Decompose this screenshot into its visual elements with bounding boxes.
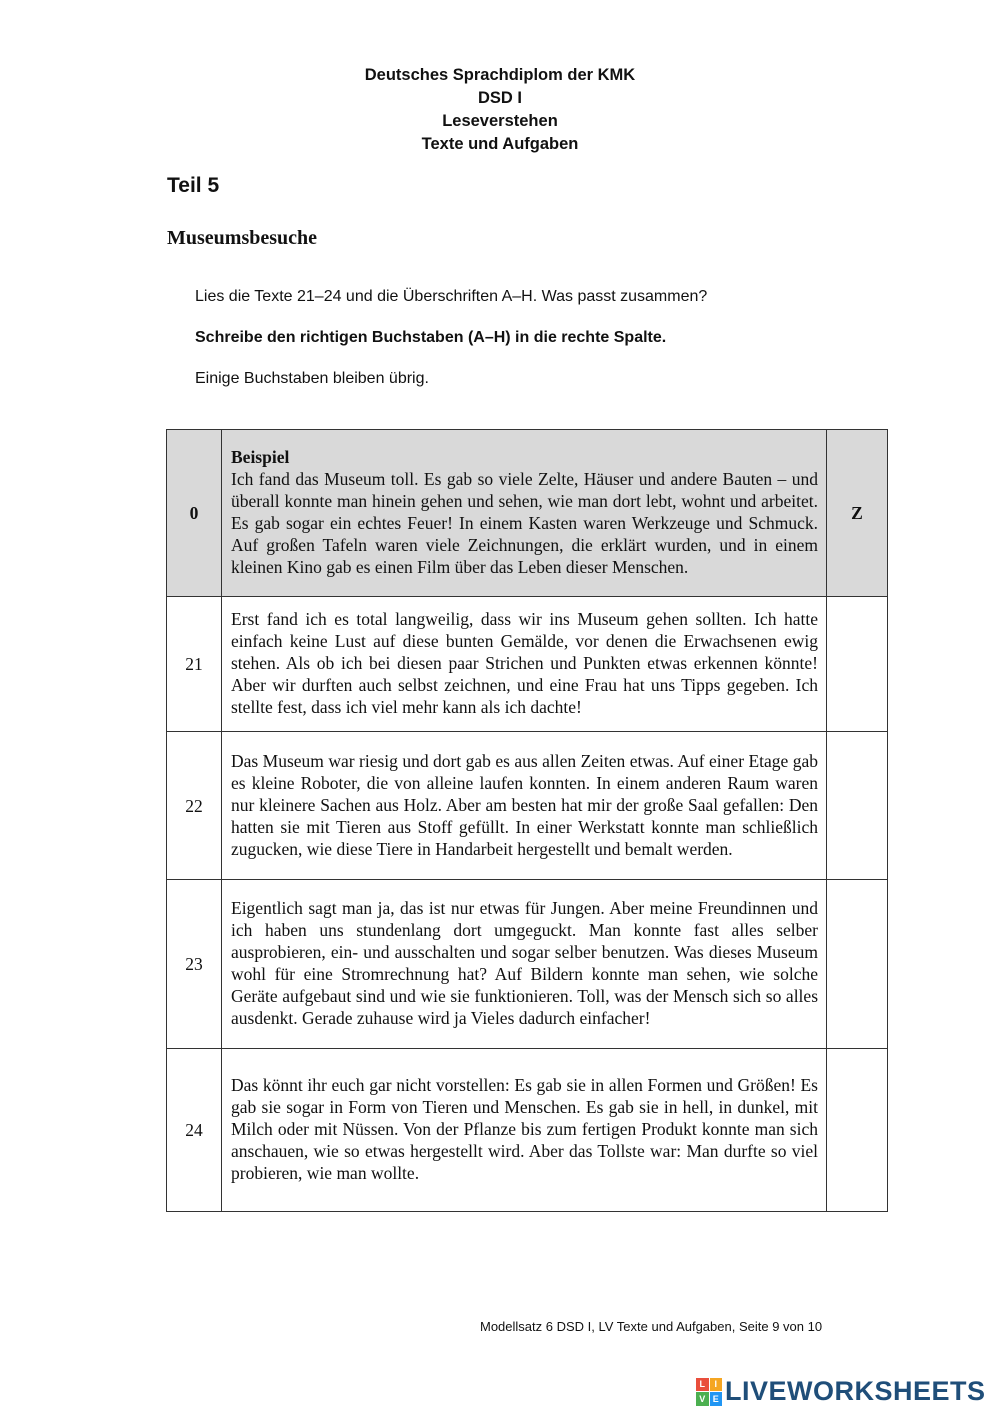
task-text: Eigentlich sagt man ja, das ist nur etwas für Jungen. Aber meine Freundinnen und ich haben uns stundenlang dort umgeguckt. Man konnte fast alles selber ausprobieren, ein- und ausschalten und sogar selber benutzen. Was dieses Museum wohl für eine Stromrechnung hat? Auf Bildern konnte man sehen, wie solche Geräte aufgebaut sind und wie sie funktionieren. Toll, was der Mensch sich so alles ausdenkt. Gerade zuhause wird ja Vieles dadurch einfacher!: [222, 880, 827, 1049]
task-number: 23: [167, 880, 222, 1049]
answer-field-24[interactable]: [827, 1049, 888, 1212]
logo-letter-l: L: [696, 1378, 709, 1392]
example-answer: Z: [827, 430, 888, 597]
task-number: 24: [167, 1049, 222, 1212]
answer-field-22[interactable]: [827, 732, 888, 880]
task-row-23: [167, 880, 888, 1049]
example-text: Ich fand das Museum toll. Es gab so viele Zelte, Häuser und andere Bauten – und überall konnte man hinein gehen und sehen, wie man dort lebt, wohnt und arbeitet. Es gab sogar ein echtes Feuer! In einem Kasten waren Werkzeuge und Schmuck. Auf großen Tafeln waren viele Zeichnungen, die erklärt wurden, und in einem kleinen Kino gab es einen Film über das Leben dieser Menschen.: [231, 469, 818, 577]
header-line-2: DSD I: [477, 89, 522, 107]
instruction-1: Lies die Texte 21–24 und die Überschriften A–H. Was passt zusammen?: [195, 288, 708, 305]
task-table: [166, 429, 888, 1212]
answer-field-21[interactable]: [827, 597, 888, 732]
example-row: [167, 430, 888, 597]
document-header: [0, 64, 1000, 156]
brand-text: LIVEWORKSHEETS: [725, 1376, 986, 1406]
logo-letter-i: I: [710, 1378, 723, 1392]
example-label: Beispiel: [231, 447, 290, 467]
instruction-2: Schreibe den richtigen Buchstaben (A–H) in die rechte Spalte.: [195, 329, 667, 346]
liveworksheets-brand[interactable]: [696, 1376, 986, 1407]
instruction-3: Einige Buchstaben bleiben übrig.: [195, 370, 429, 387]
part-title: Teil 5: [167, 174, 220, 197]
header-line-4: Texte und Aufgaben: [421, 135, 579, 153]
task-row-21: [167, 597, 888, 732]
logo-letter-e: E: [710, 1392, 723, 1406]
task-text: Erst fand ich es total langweilig, dass wir ins Museum gehen sollten. Ich hatte einfach keine Lust auf diese bunten Gemälde, vor denen die Erwachsenen ewig stehen. Als ob ich bei diesen paar Strichen und Punkten etwas erkennen könnte! Aber wir durften auch selbst zeichnen, und eine Frau hat uns Tipps gegeben. Ich stellte fest, dass ich viel mehr kann als ich dachte!: [222, 597, 827, 732]
task-number: 22: [167, 732, 222, 880]
task-number: 21: [167, 597, 222, 732]
page-footer: Modellsatz 6 DSD I, LV Texte und Aufgaben, Seite 9 von 10: [480, 1319, 823, 1334]
section-title: Museumsbesuche: [167, 227, 318, 249]
example-text-cell: [222, 430, 827, 597]
task-row-24: [167, 1049, 888, 1212]
task-text: Das Museum war riesig und dort gab es aus allen Zeiten etwas. Auf einer Etage gab es kleine Roboter, die von alleine laufen konnten. In einem anderen Raum waren nur kleinere Sachen aus Holz. Aber am besten hat mir der große Saal gefallen: Den hatten sie mit Tieren aus Stoff gefüllt. In einer Werkstatt konnte man schließlich zugucken, wie diese Tiere in Handarbeit hergestellt und bemalt werden.: [222, 732, 827, 880]
answer-field-23[interactable]: [827, 880, 888, 1049]
task-text: Das könnt ihr euch gar nicht vorstellen: Es gab sie in allen Formen und Größen! Es gab sie sogar in Form von Tieren und Menschen. Es gab sie in hell, in dunkel, mit Milch oder mit Nüssen. Von der Pflanze bis zum fertigen Produkt konnte man sich anschauen, wie so etwas hergestellt wird. Aber das Tollste war: Man durfte so viel probieren, wie man wollte.: [222, 1049, 827, 1212]
liveworksheets-logo-icon: [696, 1378, 722, 1406]
header-line-1: Deutsches Sprachdiplom der KMK: [364, 66, 636, 84]
task-row-22: [167, 732, 888, 880]
example-number: 0: [167, 430, 222, 597]
logo-letter-v: V: [696, 1392, 709, 1406]
header-line-3: Leseverstehen: [442, 112, 558, 130]
